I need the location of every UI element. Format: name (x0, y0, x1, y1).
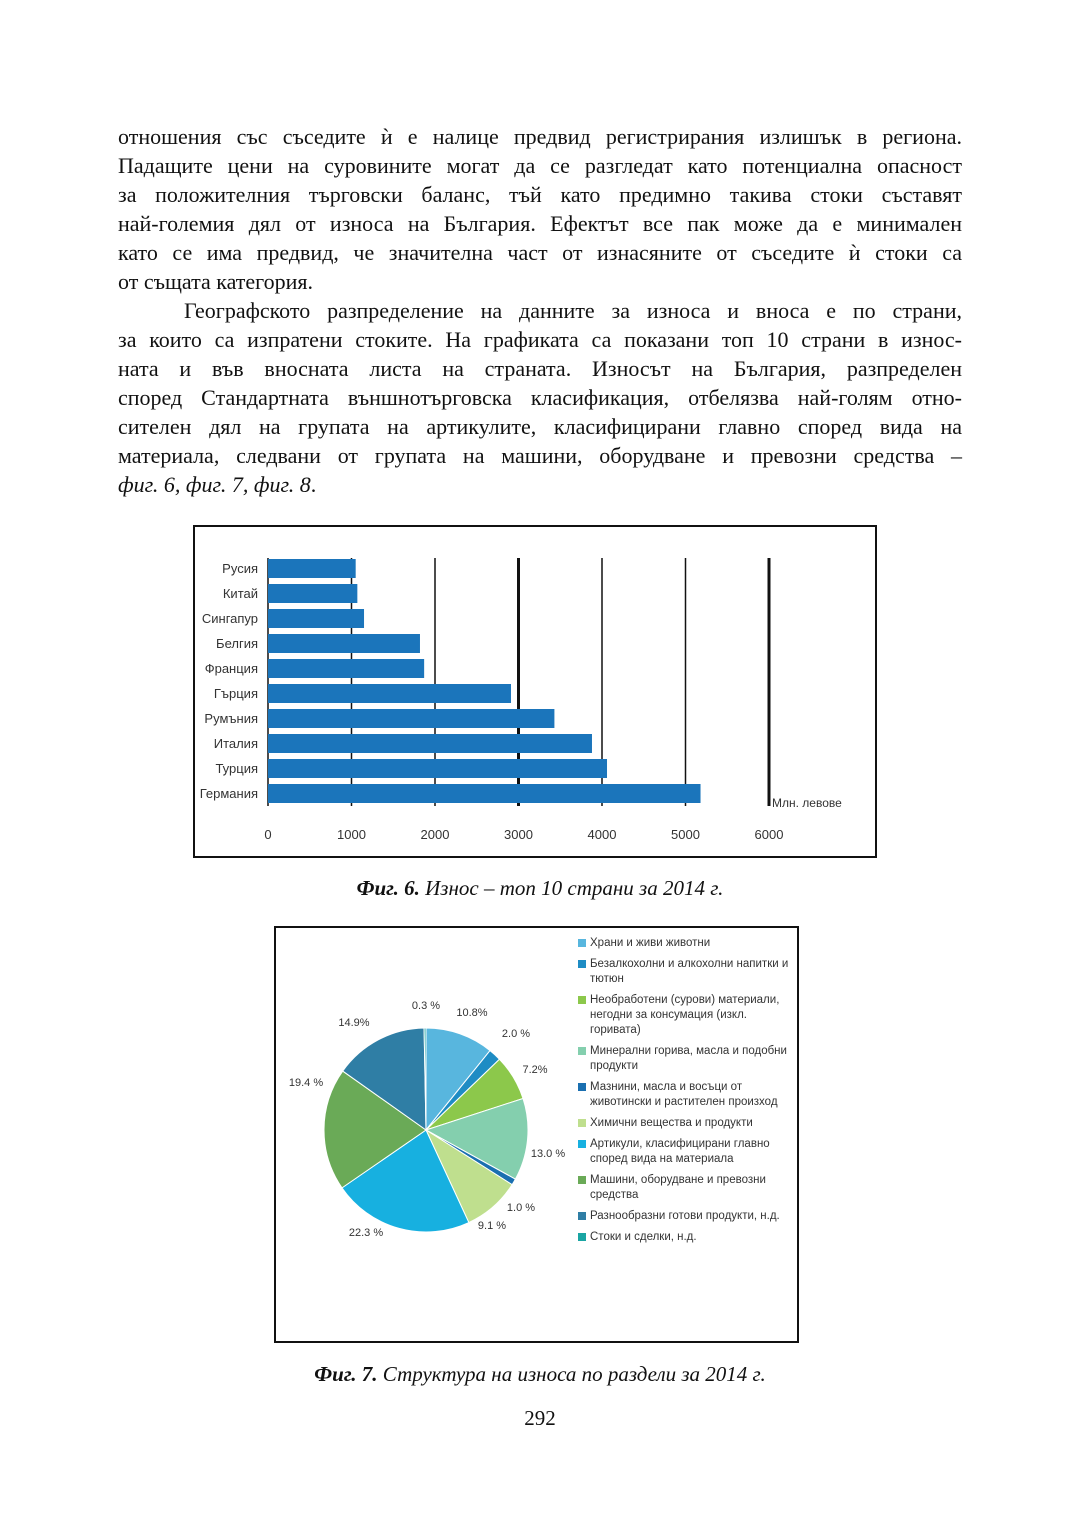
x-tick-label: 6000 (754, 827, 784, 842)
legend-swatch (578, 1233, 586, 1241)
figure-7-caption-text: Структура на износа по раздели за 2014 г. (377, 1362, 766, 1386)
legend-swatch (578, 1119, 586, 1127)
bar (268, 559, 356, 578)
slice-value-label: 0.3 % (411, 1000, 441, 1012)
slice-value-label: 2.0 % (501, 1028, 531, 1040)
legend-label: Минерални горива, масла и подобни продукти (590, 1045, 787, 1072)
legend-label: Разнообразни готови продукти, н.д. (590, 1210, 780, 1222)
x-tick-label: 2000 (420, 827, 450, 842)
slice-value-label: 7.2% (522, 1064, 548, 1076)
legend-item (578, 936, 790, 951)
paragraph-1 (118, 122, 962, 296)
legend-item (578, 993, 790, 1038)
slice-value-label: 1.0 % (506, 1202, 536, 1214)
legend-label: Машини, оборудване и превозни средства (590, 1174, 766, 1201)
category-label: Германия (199, 786, 258, 801)
text-line: най-големия дял от износа на България. Ефектът все пак може да е минимален (118, 211, 962, 236)
legend-label: Безалкохолни и алкохолни напитки и тютюн (590, 958, 789, 985)
bar (268, 609, 364, 628)
bar-chart-svg (195, 527, 875, 856)
figure-6-caption-label: Фиг. 6. (356, 876, 420, 900)
x-tick-label: 1000 (337, 827, 366, 842)
period: . (310, 472, 317, 497)
figure-7-caption-label: Фиг. 7. (314, 1362, 378, 1386)
slice-value-label: 19.4 % (288, 1077, 324, 1089)
category-label: Сингапур (201, 611, 258, 626)
category-label: Франция (204, 661, 258, 676)
text-line: материала, следвани от групата на машини, оборудване и превозни средства – (118, 443, 962, 468)
figure-7-pie-chart (274, 926, 799, 1343)
legend-swatch (578, 960, 586, 968)
legend-swatch (578, 939, 586, 947)
category-label: Русия (222, 561, 258, 576)
category-label: Турция (215, 761, 258, 776)
x-tick-label: 4000 (587, 827, 617, 842)
slice-value-label: 13.0 % (530, 1148, 566, 1160)
bar (268, 709, 554, 728)
text-line: за които са изпратени стоките. На графиката са показани топ 10 страни в износ- (118, 327, 962, 352)
legend-swatch (578, 1083, 586, 1091)
bar (268, 684, 511, 703)
legend-item (578, 1116, 790, 1131)
text-line: сителен дял на групата на артикулите, класифицирани главно според вида на (118, 414, 962, 439)
legend-label: Стоки и сделки, н.д. (590, 1231, 697, 1243)
legend-item (578, 1044, 790, 1074)
x-tick-label: 0 (264, 827, 272, 842)
pie-chart-svg (276, 928, 576, 1341)
unit-label: Млн. левове (772, 796, 842, 810)
bar (268, 584, 357, 603)
text-line: Падащите цени на суровините могат да се разгледат като потенциална опасност (118, 153, 962, 178)
legend-swatch (578, 996, 586, 1004)
legend-swatch (578, 1212, 586, 1220)
paragraph-2 (118, 296, 962, 499)
bar (268, 634, 420, 653)
pie-legend (578, 936, 790, 1251)
legend-swatch (578, 1176, 586, 1184)
category-label: Китай (222, 586, 258, 601)
legend-label: Мазнини, масла и восъци от животински и растителен произход (590, 1081, 778, 1108)
figure-6-caption-text: Износ – топ 10 страни за 2014 г. (419, 876, 724, 900)
slice-value-label: 22.3 % (348, 1227, 384, 1239)
page-number: 292 (524, 1406, 556, 1430)
text-line: според Стандартната външнотърговска класификация, отбелязва най-голям отно- (118, 385, 962, 410)
x-tick-label: 5000 (671, 827, 700, 842)
legend-label: Артикули, класифицирани главно според вида на материала (590, 1138, 770, 1165)
figure-6-caption (0, 876, 1080, 901)
bar (268, 784, 701, 803)
figure-references: фиг. 6, фиг. 7, фиг. 8 (118, 472, 311, 497)
text-line-figure-refs (118, 470, 962, 499)
legend-swatch (578, 1140, 586, 1148)
category-label: Гърция (213, 686, 258, 701)
legend-item (578, 1173, 790, 1203)
category-label: Белгия (216, 636, 258, 651)
legend-item (578, 957, 790, 987)
legend-label: Храни и живи животни (590, 937, 711, 949)
text-line: за положителния търговски баланс, тъй като предимно такива стоки съставят (118, 182, 962, 207)
bar (268, 659, 424, 678)
slice-value-label: 14.9% (338, 1017, 370, 1029)
legend-label: Необработени (сурови) материали, негодни за консумация (изкл. горивата) (590, 994, 780, 1036)
legend-item (578, 1137, 790, 1167)
legend-item (578, 1230, 790, 1245)
text-line: от същата категория. (118, 269, 314, 294)
figure-7-caption (0, 1362, 1080, 1387)
legend-swatch (578, 1047, 586, 1055)
text-line: Географското разпределение на данните за износа и вноса е по страни, (184, 298, 962, 323)
legend-label: Химични вещества и продукти (590, 1117, 753, 1129)
category-label: Италия (213, 736, 258, 751)
text-line: като се има предвид, че значителна част от изнасяните от съседите ѝ стоки са (118, 240, 962, 265)
text-line: отношения със съседите ѝ е налице предвид регистрирания излишък в региона. (118, 124, 962, 149)
bar (268, 759, 607, 778)
slice-value-label: 10.8% (456, 1007, 488, 1019)
legend-item (578, 1209, 790, 1224)
legend-item (578, 1080, 790, 1110)
category-label: Румъния (204, 711, 258, 726)
x-tick-label: 3000 (504, 827, 533, 842)
text-line: ната и във вносната листа на страната. Износът на България, разпределен (118, 356, 962, 381)
figure-6-bar-chart (193, 525, 877, 858)
slice-value-label: 9.1 % (477, 1220, 507, 1232)
bar (268, 734, 592, 753)
